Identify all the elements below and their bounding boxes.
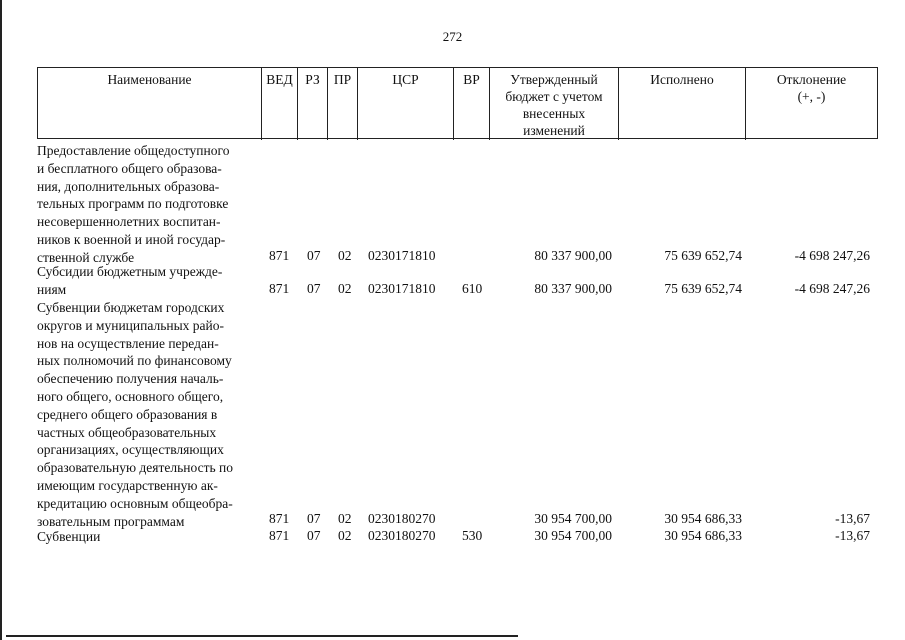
column-header-vr: ВР <box>453 68 489 140</box>
row-executed: 30 954 686,33 <box>664 511 742 526</box>
column-header-executed: Исполнено <box>618 68 745 140</box>
row-approved: 30 954 700,00 <box>534 528 612 543</box>
row-deviation: -13,67 <box>835 528 870 543</box>
row-pr: 02 <box>338 511 352 526</box>
row-ved: 871 <box>269 281 290 296</box>
row-name: Субсидии бюджетным учрежде- ниям <box>37 264 223 297</box>
row-deviation: -4 698 247,26 <box>794 281 870 296</box>
row-csr: 0230171810 <box>368 281 436 296</box>
column-header-pr: ПР <box>327 68 357 140</box>
row-vr: 530 <box>462 528 483 543</box>
row-rz: 07 <box>307 528 321 543</box>
row-approved: 80 337 900,00 <box>534 281 612 296</box>
column-header-deviation: Отклонение (+, -) <box>745 68 877 140</box>
row-name: Предоставление общедоступного и бесплатного общего образова- ния, дополнительных образова- тельных программ по подготовке несовершеннолетних воспитан- ников к военной и иной государ- ственной службе <box>37 143 230 265</box>
page-number: 272 <box>442 29 463 44</box>
row-approved: 30 954 700,00 <box>534 511 612 526</box>
row-csr: 0230171810 <box>368 248 436 263</box>
row-pr: 02 <box>338 248 352 263</box>
row-deviation: -13,67 <box>835 511 870 526</box>
column-header-rz: РЗ <box>297 68 327 140</box>
row-rz: 07 <box>307 281 321 296</box>
column-header-name: Наименование <box>107 72 192 87</box>
row-rz: 07 <box>307 511 321 526</box>
page-left-edge <box>0 0 2 640</box>
row-executed: 30 954 686,33 <box>664 528 742 543</box>
column-header-ved: ВЕД <box>261 68 297 140</box>
row-approved: 80 337 900,00 <box>534 248 612 263</box>
row-vr: 610 <box>462 281 483 296</box>
column-header-approved: Утвержденный бюджет с учетом внесенных изменений <box>489 68 618 140</box>
row-csr: 0230180270 <box>368 528 436 543</box>
column-header-csr: ЦСР <box>357 68 453 140</box>
row-ved: 871 <box>269 248 290 263</box>
table-header <box>37 67 878 139</box>
row-ved: 871 <box>269 511 290 526</box>
row-rz: 07 <box>307 248 321 263</box>
row-executed: 75 639 652,74 <box>664 248 742 263</box>
row-csr: 0230180270 <box>368 511 436 526</box>
row-name: Субвенции бюджетам городских округов и муниципальных райо- нов на осуществление передан- ных полномочий по финансовому обеспечению получения началь- ного общего, основного общего, среднего общего образования в частных общеобразовательных организациях, осуществляющих образовательную деятельность по имеющим государственную ак- кредитацию основным общеобра- зовательным программам <box>37 300 233 529</box>
row-pr: 02 <box>338 528 352 543</box>
bottom-divider <box>6 635 518 637</box>
row-deviation: -4 698 247,26 <box>794 248 870 263</box>
row-executed: 75 639 652,74 <box>664 281 742 296</box>
row-ved: 871 <box>269 528 290 543</box>
row-name: Субвенции <box>37 529 101 544</box>
row-pr: 02 <box>338 281 352 296</box>
